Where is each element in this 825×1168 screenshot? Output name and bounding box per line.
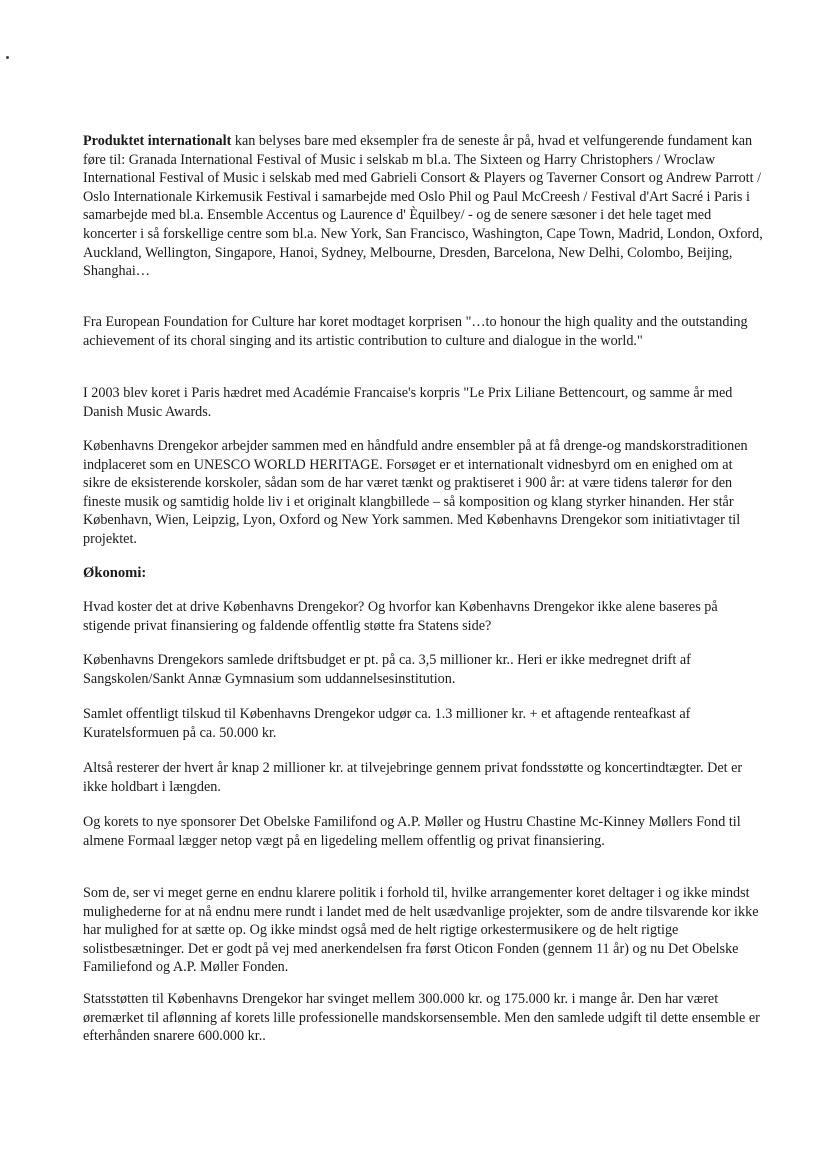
paragraph-economy-question: Hvad koster det at drive Københavns Drengekor? Og hvorfor kan Københavns Drengekor ikke alene baseres på stigende privat finansiering og faldende offentlig støtte fra Statens side? xyxy=(83,599,718,634)
paragraph-budget: Københavns Drengekors samlede driftsbudget er pt. på ca. 3,5 millioner kr.. Heri er ikke medregnet drift af Sangskolen/Sankt Annæ Gymnasium som uddannelsesinstitution. xyxy=(83,652,691,687)
paragraph-lead-bold: Produktet internationalt xyxy=(83,133,232,149)
paragraph-policy: Som de, ser vi meget gerne en endnu klarere politik i forhold til, hvilke arrangementer koret deltager i og ikke mindst mulighederne for at nå endnu mere rundt i landet med de helt usædvanlige projekter, som de andre tilsvarende kor ikke har mulighed for at sætte op. Og ikke mindst også med de helt rigtige orkestermusikere og de helt rigtige solistbesætninger. Det er godt på vej med anerkendelsen fra først Oticon Fonden (gennem 11 år) og nu Det Obelske Familiefond og A.P. Møller Fonden. xyxy=(83,885,759,976)
section-heading-economy: Økonomi: xyxy=(83,565,147,581)
paragraph-international-text: kan belyses bare med eksempler fra de seneste år på, hvad et velfungerende fundament kan føre til: Granada International Festival of Music i selskab m bl.a. The Sixteen og Harry Christophers / Wroclaw International Festival of Music i selskab med med Gabrieli Consort & Players og Taverner Consort og Andrew Parrott / Oslo Internationale Kirkemusik Festival i samarbejde med Oslo Phil og Paul McCreesh / Festival d'Art Sacré i Paris i samarbejde med bl.a. Ensemble Accentus og Laurence d' Èquilbey/ - og de senere sæsoner i det hele taget med koncerter i så forskellige centre som bl.a. New York, San Francisco, Washington, Cape Town, Madrid, London, Oxford, Auckland, Wellington, Singapore, Hanoi, Sydney, Melbourne, Dresden, Barcelona, New Delhi, Colombo, Beijing, Shanghai… xyxy=(83,133,763,280)
paragraph-award-culture: Fra European Foundation for Culture har koret modtaget korprisen "…to honour the high quality and the outstanding achievement of its choral singing and its artistic contribution to culture and dialogue in the world." xyxy=(83,314,748,349)
paragraph-remaining-funding: Altså resterer der hvert år knap 2 millioner kr. at tilvejebringe gennem privat fondsstøtte og koncertindtægter. Det er ikke holdbart i længden. xyxy=(83,760,743,795)
paragraph-sponsors: Og korets to nye sponsorer Det Obelske Familifond og A.P. Møller og Hustru Chastine Mc-Kinney Møllers Fond til almene Formaal lægger netop vægt på en ligedeling mellem offentlig og privat finansiering. xyxy=(83,814,741,849)
paragraph-state-support: Statsstøtten til Københavns Drengekor har svinget mellem 300.000 kr. og 175.000 kr. i mange år. Den har været øremærket til aflønning af korets lille professionelle mandskorsensemble. Men den samlede udgift til dette ensemble er efterhånden snarere 600.000 kr.. xyxy=(83,991,760,1045)
paragraph-international xyxy=(83,132,763,281)
paragraph-public-funding: Samlet offentligt tilskud til Københavns Drengekor udgør ca. 1.3 millioner kr. + et aftagende renteafkast af Kuratelsformuen på ca. 50.000 kr. xyxy=(83,706,691,741)
paragraph-award-2003: I 2003 blev koret i Paris hædret med Académie Francaise's korpris "Le Prix Liliane Bettencourt, og samme år med Danish Music Awards. xyxy=(83,385,733,420)
paragraph-unesco: Københavns Drengekor arbejder sammen med en håndfuld andre ensembler på at få drenge-og mandskorstraditionen indplaceret som en UNESCO WORLD HERITAGE. Forsøget er et internationalt vidnesbyrd om en enighed om at sikre de eksisterende korskoler, sådan som de har været tænkt og praktiseret i 900 år: at være tidens talerør for den fineste musik og samtidig holde liv i et originalt klangbillede – så komposition og klang styrker hinanden. Her står København, Wien, Leipzig, Lyon, Oxford og New York sammen. Med Københavns Drengekor som initiativtager til projektet. xyxy=(83,438,748,547)
margin-mark xyxy=(6,56,9,59)
